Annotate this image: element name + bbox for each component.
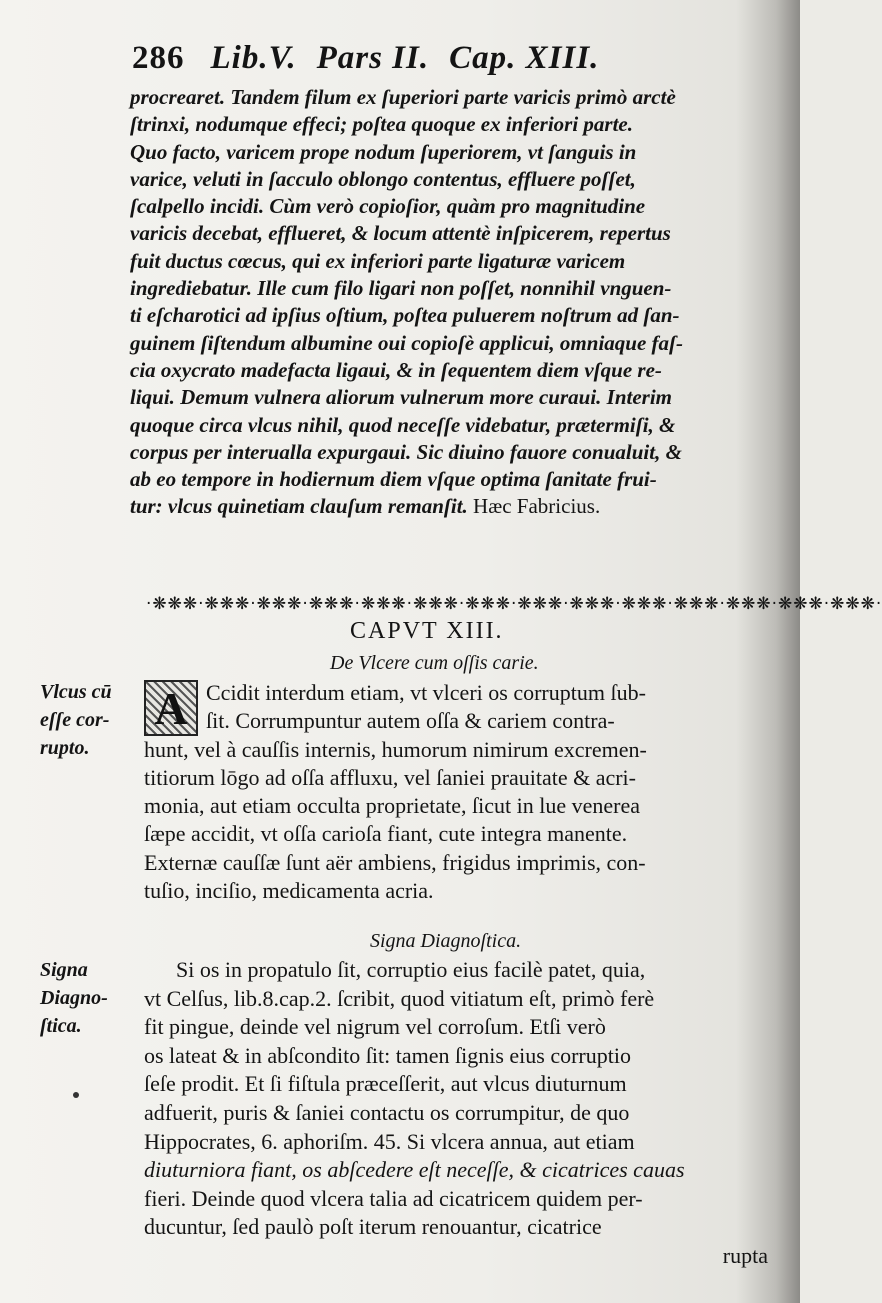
part-label: Pars II. bbox=[316, 40, 430, 76]
text-line: ſeſe prodit. Et ſi fiſtula præceſſerit, aut vlcus diuturnum bbox=[144, 1071, 627, 1097]
text-line: liqui. Demum vulnera aliorum vulnerum more curaui. Interim bbox=[130, 385, 673, 410]
margin-note-signa bbox=[40, 956, 135, 1040]
text-segment: tur: vlcus quinetiam clauſum remanſit. bbox=[130, 494, 468, 519]
ornament-band: ·❋❋❋·❋❋❋·❋❋❋·❋❋❋·❋❋❋·❋❋❋·❋❋❋·❋❋❋·❋❋❋·❋❋❋·❋❋❋·❋❋❋·❋❋❋·❋❋❋· bbox=[146, 594, 882, 614]
chapter-label: Cap. XIII. bbox=[449, 40, 600, 76]
chapter-subtitle: De Vlcere cum oſſis carie. bbox=[330, 652, 539, 674]
text-line: os lateat & in abſcondito ſit: tamen ſignis eius corruptio bbox=[144, 1042, 631, 1068]
text-line: ingrediebatur. Ille cum filo ligari non poſſet, nonnihil vnguen- bbox=[130, 276, 672, 301]
text-line: procrearet. Tandem filum ex ſuperiori parte varicis primò arctè bbox=[130, 85, 676, 109]
text-line: ſcalpello incidi. Cùm verò copioſior, quàm pro magnitudine bbox=[130, 194, 646, 219]
text-line: varicis decebat, efflueret, & locum attentè inſpicerem, repertus bbox=[130, 221, 671, 246]
text-line: ſæpe accidit, vt oſſa carioſa fiant, cute integra manente. bbox=[144, 821, 628, 847]
text-line: Quo facto, varicem prope nodum ſuperiorem, vt ſanguis in bbox=[130, 139, 637, 164]
chapter-body-text bbox=[144, 679, 778, 905]
margin-note-line: Diagno- bbox=[40, 987, 108, 1009]
margin-note-line: rupto. bbox=[40, 737, 90, 759]
text-line: vt Celſus, lib.8.cap.2. ſcribit, quod vitiatum eſt, primò ferè bbox=[144, 985, 655, 1011]
ink-dot bbox=[73, 1092, 79, 1098]
catchword: rupta bbox=[722, 1242, 768, 1268]
continued-case-text bbox=[130, 84, 770, 521]
text-line: corpus per interualla expurgaui. Sic diuino fauore conualuit, & bbox=[130, 439, 682, 464]
chapter-heading: CAPVT XIII. bbox=[350, 618, 504, 644]
page-number: 286 bbox=[132, 40, 185, 76]
text-line: guinem ſiſtendum albumine oui copioſè applicui, omniaque faſ- bbox=[130, 330, 684, 355]
drop-cap-initial: A bbox=[144, 680, 198, 736]
closing-attribution: Hæc Fabricius. bbox=[473, 494, 601, 519]
text-line: ti eſcharotici ad ipſius oſtium, poſtea puluerem noſtrum ad ſan- bbox=[130, 303, 680, 328]
margin-note-ulcer bbox=[40, 678, 135, 762]
text-line: Hippocrates, 6. aphoriſm. 45. Si vlcera annua, aut etiam bbox=[144, 1128, 635, 1154]
margin-note-line: eſſe cor- bbox=[40, 709, 110, 731]
text-line: ſit. Corrumpuntur autem oſſa & cariem contra- bbox=[206, 708, 615, 734]
text-line: cia oxycrato madefacta ligaui, & in ſequentem diem vſque re- bbox=[130, 357, 662, 382]
text-line: Ccidit interdum etiam, vt vlceri os corruptum ſub- bbox=[206, 680, 646, 705]
text-line bbox=[130, 493, 770, 520]
margin-note-line: Signa bbox=[40, 959, 88, 981]
text-line: monia, aut etiam occulta proprietate, ſicut in lue venerea bbox=[144, 793, 641, 819]
text-line: Si os in propatulo ſit, corruptio eius facilè patet, quia, bbox=[176, 957, 646, 982]
text-line: fieri. Deinde quod vlcera talia ad cicatricem quidem per- bbox=[144, 1185, 643, 1211]
text-line: tuſio, inciſio, medicamenta acria. bbox=[144, 878, 434, 904]
text-line: Externæ cauſſæ ſunt aër ambiens, frigidus imprimis, con- bbox=[144, 849, 646, 875]
text-line: diuturniora fiant, os abſcedere eſt neceſſe, & cicatrices cauas bbox=[144, 1157, 685, 1183]
text-line: fit pingue, deinde vel nigrum vel corroſum. Etſi verò bbox=[144, 1014, 606, 1040]
text-line: ab eo tempore in hodiernum diem vſque optima ſanitate frui- bbox=[130, 467, 657, 492]
section-heading: Signa Diagnoſtica. bbox=[370, 930, 522, 952]
text-line: titiorum lōgo ad oſſa affluxu, vel ſaniei prauitate & acri- bbox=[144, 764, 636, 790]
text-line: adfuerit, puris & ſaniei contactu os corrumpitur, de quo bbox=[144, 1099, 630, 1125]
text-line: quoque circa vlcus nihil, quod neceſſe videbatur, prætermiſi, & bbox=[130, 412, 676, 437]
book-label: Lib.V. bbox=[210, 40, 297, 76]
running-header bbox=[132, 40, 772, 84]
diagnostic-body-text bbox=[144, 956, 786, 1271]
margin-note-line: ſtica. bbox=[40, 1015, 82, 1037]
text-line: ſtrinxi, nodumque effeci; poſtea quoque ex inferiori parte. bbox=[130, 112, 634, 137]
text-line: varice, veluti in ſacculo oblongo contentus, effluere poſſet, bbox=[130, 166, 636, 191]
margin-note-line: Vlcus cū bbox=[40, 681, 112, 703]
text-line: ducuntur, ſed paulò poſt iterum renouantur, cicatrice bbox=[144, 1214, 602, 1240]
text-line: fuit ductus cœcus, qui ex inferiori parte ligaturæ varicem bbox=[130, 248, 626, 273]
text-line: hunt, vel à cauſſis internis, humorum nimirum excremen- bbox=[144, 736, 647, 762]
